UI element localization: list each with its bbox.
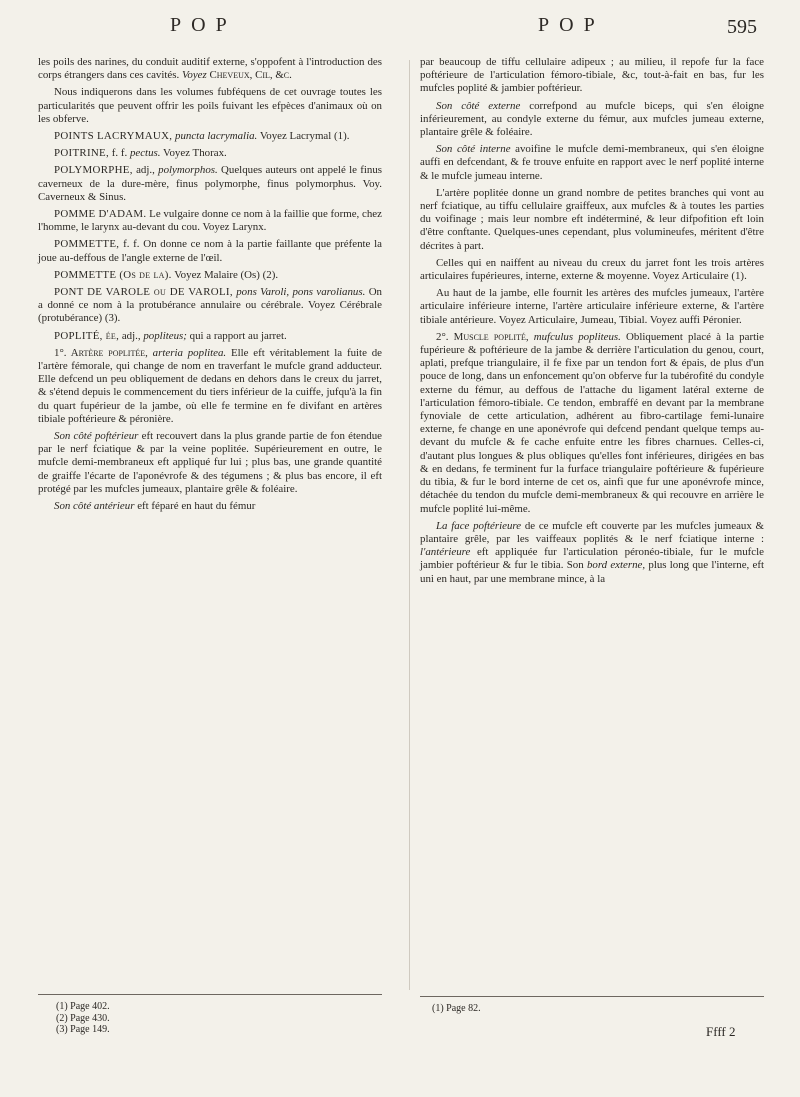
entry-poitrine: POITRINE, f. f. pectus. Voyez Thorax. xyxy=(54,147,227,160)
paragraph: Son côté interne avoifine le mufcle demi-membraneux, qui s'en éloigne auffi en defcendant, & fe trouve enfuite en rapport avec le nerf poplité interne & le mufcle jumeau interne. xyxy=(420,143,764,182)
footnotes-right xyxy=(432,1003,481,1015)
running-head-left: POP xyxy=(170,14,237,36)
paragraph: Nous indiquerons dans les volumes fubféquens de cet ouvrage toutes les particularités que peuvent offrir les poils fuivant les efpèces d'animaux où on les obferve. xyxy=(38,86,382,125)
entry-points-lacrymaux: POINTS LACRYMAUX, puncta lacrymalia. Voyez Lacrymal (1). xyxy=(54,130,350,143)
footnote-rule-left xyxy=(38,994,382,995)
footnote: (2) Page 430. xyxy=(56,1012,110,1024)
footnote-rule-right xyxy=(420,996,764,997)
footnote: (1) Page 402. xyxy=(56,1001,110,1012)
paragraph: par beaucoup de tiffu cellulaire adipeux ; au milieu, il repofe fur la face poftérieure de l'articulation fémoro-tibiale, &c, tout-à-fait en bas, fur les mufcles poplité & jambier poftérieur. xyxy=(420,56,764,95)
footnote: (3) Page 149. xyxy=(56,1024,110,1035)
paragraph: La face poftérieure de ce mufcle eft couverte par les mufcles jumeaux & plantaire grêle, par les vaiffeaux poplités & le nerf fciatique interne : l'antérieure eft appliquée fur l'articulation péronéo-tibiale, fur le mufcle jambier poftérieur & fur le tibia. Son bord externe, plus long que l'interne, eft uni en haut, par une membrane mince, à la xyxy=(420,519,764,585)
entry-polymorphe: POLYMORPHE, adj., polymorphos. Quelques auteurs ont appelé le finus caverneux de la dure-mère, finus polymorphe, finus polymorphus. Voy. Caverneux & Sinus. xyxy=(38,164,383,203)
entry-pommette: POMMETTE, f. f. On donne ce nom à la partie faillante que préfente la joue au-deffous de l'angle externe de l'œil. xyxy=(38,238,382,264)
paragraph: les poils des narines, du conduit auditif externe, s'oppofent à l'introduction des corps étrangers dans ces cavités. Voyez Cheveux, Cil, &c. xyxy=(38,56,382,82)
column-divider xyxy=(409,60,410,990)
entry-pont-de-varole: PONT DE VAROLE ou DE VAROLI, pons Varoli, pons varolianus. On a donné ce nom à la protubérance annulaire ou cérébrale. Voyez Cérébrale (protubérance) (3). xyxy=(38,286,382,325)
paragraph: Son côté externe correfpond au mufcle biceps, qui s'en éloigne inférieurement, au condyle externe du fémur, aux mufcles jumeau externe, plantaire grêle & foléaire. xyxy=(420,99,765,139)
subentry-muscle-poplite: 2°. Muscle poplité, mufculus popliteus. Obliquement placé à la partie fupérieure & poftérieure de la jambe & derrière l'articulation du genou, court, aplati, prefque triangulaire, il fe fixe par un tendon fort & épais, de plus d'un pouce de long, dans un enfoncement qu'on obferve fur la tubérofité du condyle externe du fémur, au deffous de l'attache du ligament latéral externe de l'articulation fémoro-tibiale. Ce tendon, embraffé en devant par la membrane fynoviale de cette articulation, adhérent au fibro-cartilage femi-lunaire externe, fe change en une aponévrofe qui defcend pendant quelque temps au-devant du mufcle & fe cache enfuite entre les fibres charnues. Celles-ci, d'autant plus longues & plus obliques qu'elles font inférieures, dirigées en bas & en dedans, fe terminent fur la furface triangulaire poftérieure & fupérieure du tibia, & fur le bord interne de cet os, ainfi que fur une aponévrofe mince, détachée du tendon du mufcle demi-membraneux & qui recouvre en arrière le mufcle poplité lui-même. xyxy=(420,330,764,515)
paragraph: L'artère poplitée donne un grand nombre de petites branches qui vont au nerf fciatique, au tiffu cellulaire graiffeux, aux mufcles & à toutes les parties du voifinage ; mais leur nombre eft indéterminé, & leur difpofition eft loin d'être conftante. Quelques-unes cependant, plus volumineufes, méritent d'être décrites à part. xyxy=(420,186,764,252)
entry-pommette-os: POMMETTE (Os de la). Voyez Malaire (Os) (2). xyxy=(54,268,279,281)
entry-pomme-dadam: POMME D'ADAM. Le vulgaire donne ce nom à la faillie que forme, chez l'homme, le larynx au-devant du cou. Voyez Larynx. xyxy=(38,208,382,234)
entry-poplite: POPLITÉ, ée, adj., popliteus; qui a rapport au jarret. xyxy=(54,329,287,342)
right-column xyxy=(420,56,764,590)
subentry-artere-poplitee: 1°. Artère poplitée, arteria poplitea. Elle eft véritablement la fuite de l'artère fémorale, qui change de nom en traverfant le mufcle grand adducteur. Elle defcend un peu obliquement de dedans en dehors dans le creux du jarret, & s'étend depuis le commencement du tiers inférieur de la cuiffe, jufqu'à la fin du quart fupérieur de la jambe, où elle fe termine en fe divifant en artères tibiale poftérieure & péronière. xyxy=(38,346,382,425)
running-head-right: POP xyxy=(538,14,605,36)
footnotes-left xyxy=(56,1001,110,1036)
signature-mark: Ffff 2 xyxy=(706,1024,736,1039)
page-number: 595 xyxy=(727,16,757,38)
left-column xyxy=(38,56,382,517)
paragraph: Celles qui en naiffent au niveau du creux du jarret font les trois artères articulaires fupérieures, interne, externe & moyenne. Voyez Articulaire (1). xyxy=(420,256,764,283)
paragraph: Au haut de la jambe, elle fournit les artères des mufcles jumeaux, l'artère articulaire inférieure interne, l'artère articulaire inférieure externe, & l'artère tibiale antérieure. Voyez Articulaire, Jumeau, Tibial. Voyez auffi Péronier. xyxy=(420,287,764,326)
footnote: (1) Page 82. xyxy=(432,1003,481,1014)
paragraph: Son côté poftérieur eft recouvert dans la plus grande partie de fon étendue par le nerf fciatique & par la veine poplitée. Supérieurement en outre, le mufcle demi-membraneux eft appliqué fur lui ; plus bas, une grande quantité de graiffe l'écarte de l'aponévrofe & des tégumens ; & plus bas encore, il eft protégé par les mufcles jumeaux, plantaire grêle & foléaire. xyxy=(38,430,382,495)
paragraph: Son côté antérieur eft féparé en haut du fémur xyxy=(54,500,256,513)
